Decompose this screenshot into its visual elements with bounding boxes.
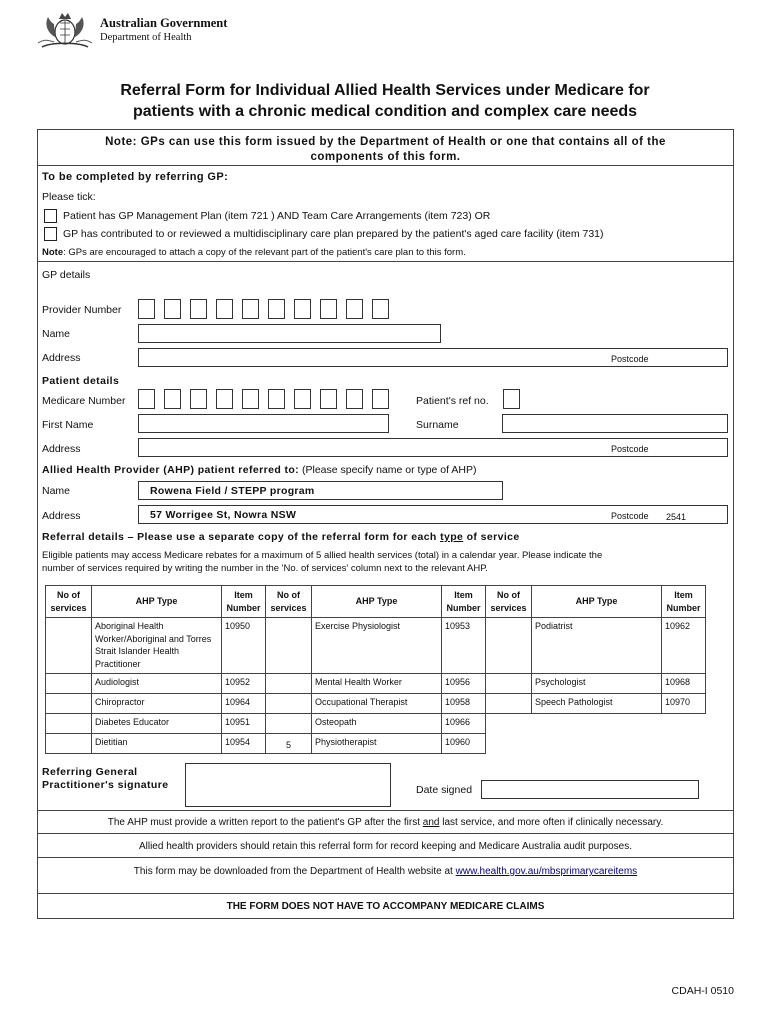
services-count-input[interactable] (46, 714, 92, 734)
empty-cell (486, 714, 706, 734)
medicare-number-label: Medicare Number (42, 395, 126, 407)
signature-label-2: Practitioner's signature (42, 779, 169, 791)
hdr-services: services (490, 602, 527, 613)
medicare-digit[interactable] (164, 389, 181, 409)
ahp-type-cell: Chiropractor (92, 694, 222, 714)
referral-heading-a: Referral details – Please use a separate copy of the referral form for each (42, 531, 441, 543)
surname-label: Surname (416, 419, 459, 431)
referral-heading (42, 531, 520, 543)
download-text: This form may be downloaded from the Department of Health website at (133, 866, 456, 877)
provider-digit[interactable] (138, 299, 155, 319)
ahp-type-cell: Exercise Physiologist (312, 618, 442, 674)
hdr-number: Number (446, 602, 481, 613)
care-plan-note (42, 247, 466, 258)
empty-cell (486, 734, 706, 754)
gp-address-label: Address (42, 352, 81, 364)
provider-digit[interactable] (268, 299, 285, 319)
ahp-type-cell: Aboriginal Health Worker/Aboriginal and Torres Strait Islander Health Practitioner (92, 618, 222, 674)
multidisciplinary-plan-label: GP has contributed to or reviewed a multidisciplinary care plan prepared by the patient's aged care facility (item 731) (63, 228, 604, 240)
item-number-cell: 10953 (442, 618, 486, 674)
multidisciplinary-plan-checkbox[interactable] (44, 227, 57, 241)
divider (38, 893, 733, 894)
gp-note (38, 130, 733, 166)
hdr-item: Item (234, 590, 253, 600)
medicare-digit[interactable] (216, 389, 233, 409)
ahp-type-cell: Audiologist (92, 674, 222, 694)
title-line-2: patients with a chronic medical condition and complex care needs (132, 103, 638, 120)
referral-text-1: Eligible patients may access Medicare rebates for a maximum of 5 allied health services (total) in a calendar year. Please indicate the (42, 550, 603, 561)
hdr-number: Number (226, 602, 261, 613)
col-no-of-services (486, 586, 532, 618)
table-row (46, 714, 706, 734)
date-signed-label: Date signed (416, 784, 473, 796)
first-name-input[interactable] (138, 414, 389, 433)
services-count-input[interactable] (486, 674, 532, 694)
signature-label-1: Referring General (42, 766, 138, 778)
report-a: The AHP must provide a written report to the patient's GP after the first (107, 817, 423, 828)
referral-form (37, 129, 734, 919)
hdr-number: Number (666, 602, 701, 613)
ahp-name-label: Name (42, 485, 71, 497)
table-header-row (46, 586, 706, 618)
item-number-cell: 10962 (662, 618, 706, 674)
provider-number-label: Provider Number (42, 304, 122, 316)
gp-section-heading: To be completed by referring GP: (42, 171, 229, 183)
ahp-type-cell: Psychologist (532, 674, 662, 694)
patient-ref-input[interactable] (503, 389, 520, 409)
services-count-input[interactable] (266, 618, 312, 674)
note-line-1: Note: GPs can use this form issued by the Department of Health or one that contains all of the (105, 136, 666, 148)
download-notice (38, 866, 733, 877)
table-row (46, 674, 706, 694)
ahp-address-input[interactable] (138, 505, 728, 524)
page-title (36, 80, 734, 122)
provider-digit[interactable] (346, 299, 363, 319)
patient-postcode-label: Postcode (611, 444, 649, 454)
services-count-input[interactable] (46, 618, 92, 674)
gp-details-heading: GP details (42, 269, 91, 281)
first-name-label: First Name (42, 419, 94, 431)
table-row (46, 734, 706, 754)
services-count-input[interactable] (266, 714, 312, 734)
department-name: Department of Health (100, 31, 192, 43)
government-name: Australian Government (100, 15, 228, 30)
services-count-input[interactable] (266, 694, 312, 714)
ahp-postcode-value: 2541 (666, 512, 687, 522)
table-row (46, 694, 706, 714)
item-number-cell: 10954 (222, 734, 266, 754)
col-ahp-type: AHP Type (312, 586, 442, 618)
report-notice (38, 817, 733, 828)
item-number-cell: 10966 (442, 714, 486, 734)
services-count-input[interactable] (46, 694, 92, 714)
provider-digit[interactable] (320, 299, 337, 319)
government-logo (36, 8, 236, 52)
form-code: CDAH-I 0510 (671, 985, 734, 997)
ahp-name-value: Rowena Field / STEPP program (150, 485, 315, 497)
surname-input[interactable] (502, 414, 728, 433)
patient-ref-label: Patient's ref no. (416, 395, 489, 407)
provider-digit[interactable] (216, 299, 233, 319)
gp-management-plan-checkbox[interactable] (44, 209, 57, 223)
item-number-cell: 10968 (662, 674, 706, 694)
hdr-no-of: No of (57, 590, 80, 600)
provider-digit[interactable] (372, 299, 389, 319)
ahp-type-cell: Speech Pathologist (532, 694, 662, 714)
col-no-of-services (266, 586, 312, 618)
gp-name-input[interactable] (138, 324, 441, 343)
date-signed-input[interactable] (481, 780, 699, 799)
item-number-cell: 10960 (442, 734, 486, 754)
note-line-2: components of this form. (310, 151, 461, 163)
ahp-type-cell: Dietitian (92, 734, 222, 754)
medicare-digit[interactable] (346, 389, 363, 409)
provider-digit[interactable] (294, 299, 311, 319)
coat-of-arms-icon (36, 9, 94, 51)
col-no-of-services (46, 586, 92, 618)
item-number-cell: 10956 (442, 674, 486, 694)
item-number-cell: 10970 (662, 694, 706, 714)
referral-heading-b: of service (463, 531, 520, 543)
medicare-digit[interactable] (190, 389, 207, 409)
services-count-input[interactable] (46, 674, 92, 694)
hdr-services: services (50, 602, 87, 613)
ahp-postcode-label: Postcode (611, 511, 649, 521)
item-number-cell: 10964 (222, 694, 266, 714)
ahp-name-input[interactable] (138, 481, 503, 500)
services-count-input[interactable] (266, 674, 312, 694)
item-number-cell: 10958 (442, 694, 486, 714)
medicare-digit[interactable] (242, 389, 259, 409)
ahp-type-cell: Occupational Therapist (312, 694, 442, 714)
title-line-1: Referral Form for Individual Allied Health Services under Medicare for (120, 82, 650, 99)
item-number-cell: 10951 (222, 714, 266, 734)
ahp-type-cell: Osteopath (312, 714, 442, 734)
services-count-input[interactable] (46, 734, 92, 754)
divider (38, 833, 733, 834)
report-b: last service, and more often if clinically necessary. (439, 817, 664, 828)
hdr-no-of: No of (277, 590, 300, 600)
ahp-address-value: 57 Worrigee St, Nowra NSW (150, 509, 297, 521)
hdr-item: Item (674, 590, 693, 600)
retain-notice: Allied health providers should retain this referral form for record keeping and Medicare Australia audit purposes. (138, 841, 633, 852)
ahp-type-cell: Physiotherapist (312, 734, 442, 754)
medicare-digit[interactable] (294, 389, 311, 409)
claims-notice: THE FORM DOES NOT HAVE TO ACCOMPANY MEDICARE CLAIMS (226, 901, 545, 912)
provider-digit[interactable] (164, 299, 181, 319)
report-and: and (422, 817, 440, 828)
ahp-services-table (45, 585, 706, 754)
divider (38, 857, 733, 858)
referral-heading-type: type (440, 531, 464, 543)
col-ahp-type: AHP Type (532, 586, 662, 618)
ahp-heading-bold: Allied Health Provider (AHP) patient referred to: (42, 464, 300, 476)
gp-postcode-label: Postcode (611, 354, 649, 364)
divider (38, 261, 733, 262)
hdr-item: Item (454, 590, 473, 600)
ahp-type-cell: Mental Health Worker (312, 674, 442, 694)
col-item-number (222, 586, 266, 618)
ahp-address-label: Address (42, 510, 81, 522)
please-tick-label: Please tick: (42, 191, 96, 203)
ahp-type-cell: Podiatrist (532, 618, 662, 674)
patient-details-heading: Patient details (42, 375, 120, 387)
gp-name-label: Name (42, 328, 71, 340)
hdr-no-of: No of (497, 590, 520, 600)
medicare-digit[interactable] (268, 389, 285, 409)
services-count-input[interactable] (486, 618, 532, 674)
gp-address-input[interactable] (138, 348, 728, 367)
health-website-link[interactable]: www.health.gov.au/mbsprimarycareitems (455, 866, 638, 877)
divider (38, 810, 733, 811)
medicare-digit[interactable] (320, 389, 337, 409)
note-text: : GPs are encouraged to attach a copy of the relevant part of the patient's care plan to this form. (63, 247, 466, 258)
ahp-type-cell: Diabetes Educator (92, 714, 222, 734)
provider-digit[interactable] (190, 299, 207, 319)
ahp-heading-note: (Please specify name or type of AHP) (299, 464, 477, 476)
col-item-number (442, 586, 486, 618)
ahp-heading (42, 464, 476, 476)
services-count-input[interactable] (486, 694, 532, 714)
patient-address-label: Address (42, 443, 81, 455)
hdr-services: services (270, 602, 307, 613)
medicare-digit[interactable] (372, 389, 389, 409)
col-item-number (662, 586, 706, 618)
gp-management-plan-label: Patient has GP Management Plan (item 721 ) AND Team Care Arrangements (item 723) OR (63, 210, 491, 222)
signature-input[interactable] (185, 763, 391, 807)
patient-address-input[interactable] (138, 438, 728, 457)
item-number-cell: 10950 (222, 618, 266, 674)
provider-digit[interactable] (242, 299, 259, 319)
referral-text-2: number of services required by writing the number in the 'No. of services' column next to the relevant AHP. (42, 563, 488, 574)
col-ahp-type: AHP Type (92, 586, 222, 618)
note-bold: Note (42, 247, 64, 258)
item-number-cell: 10952 (222, 674, 266, 694)
medicare-digit[interactable] (138, 389, 155, 409)
table-row (46, 618, 706, 674)
services-count-input[interactable]: 5 (266, 734, 312, 754)
